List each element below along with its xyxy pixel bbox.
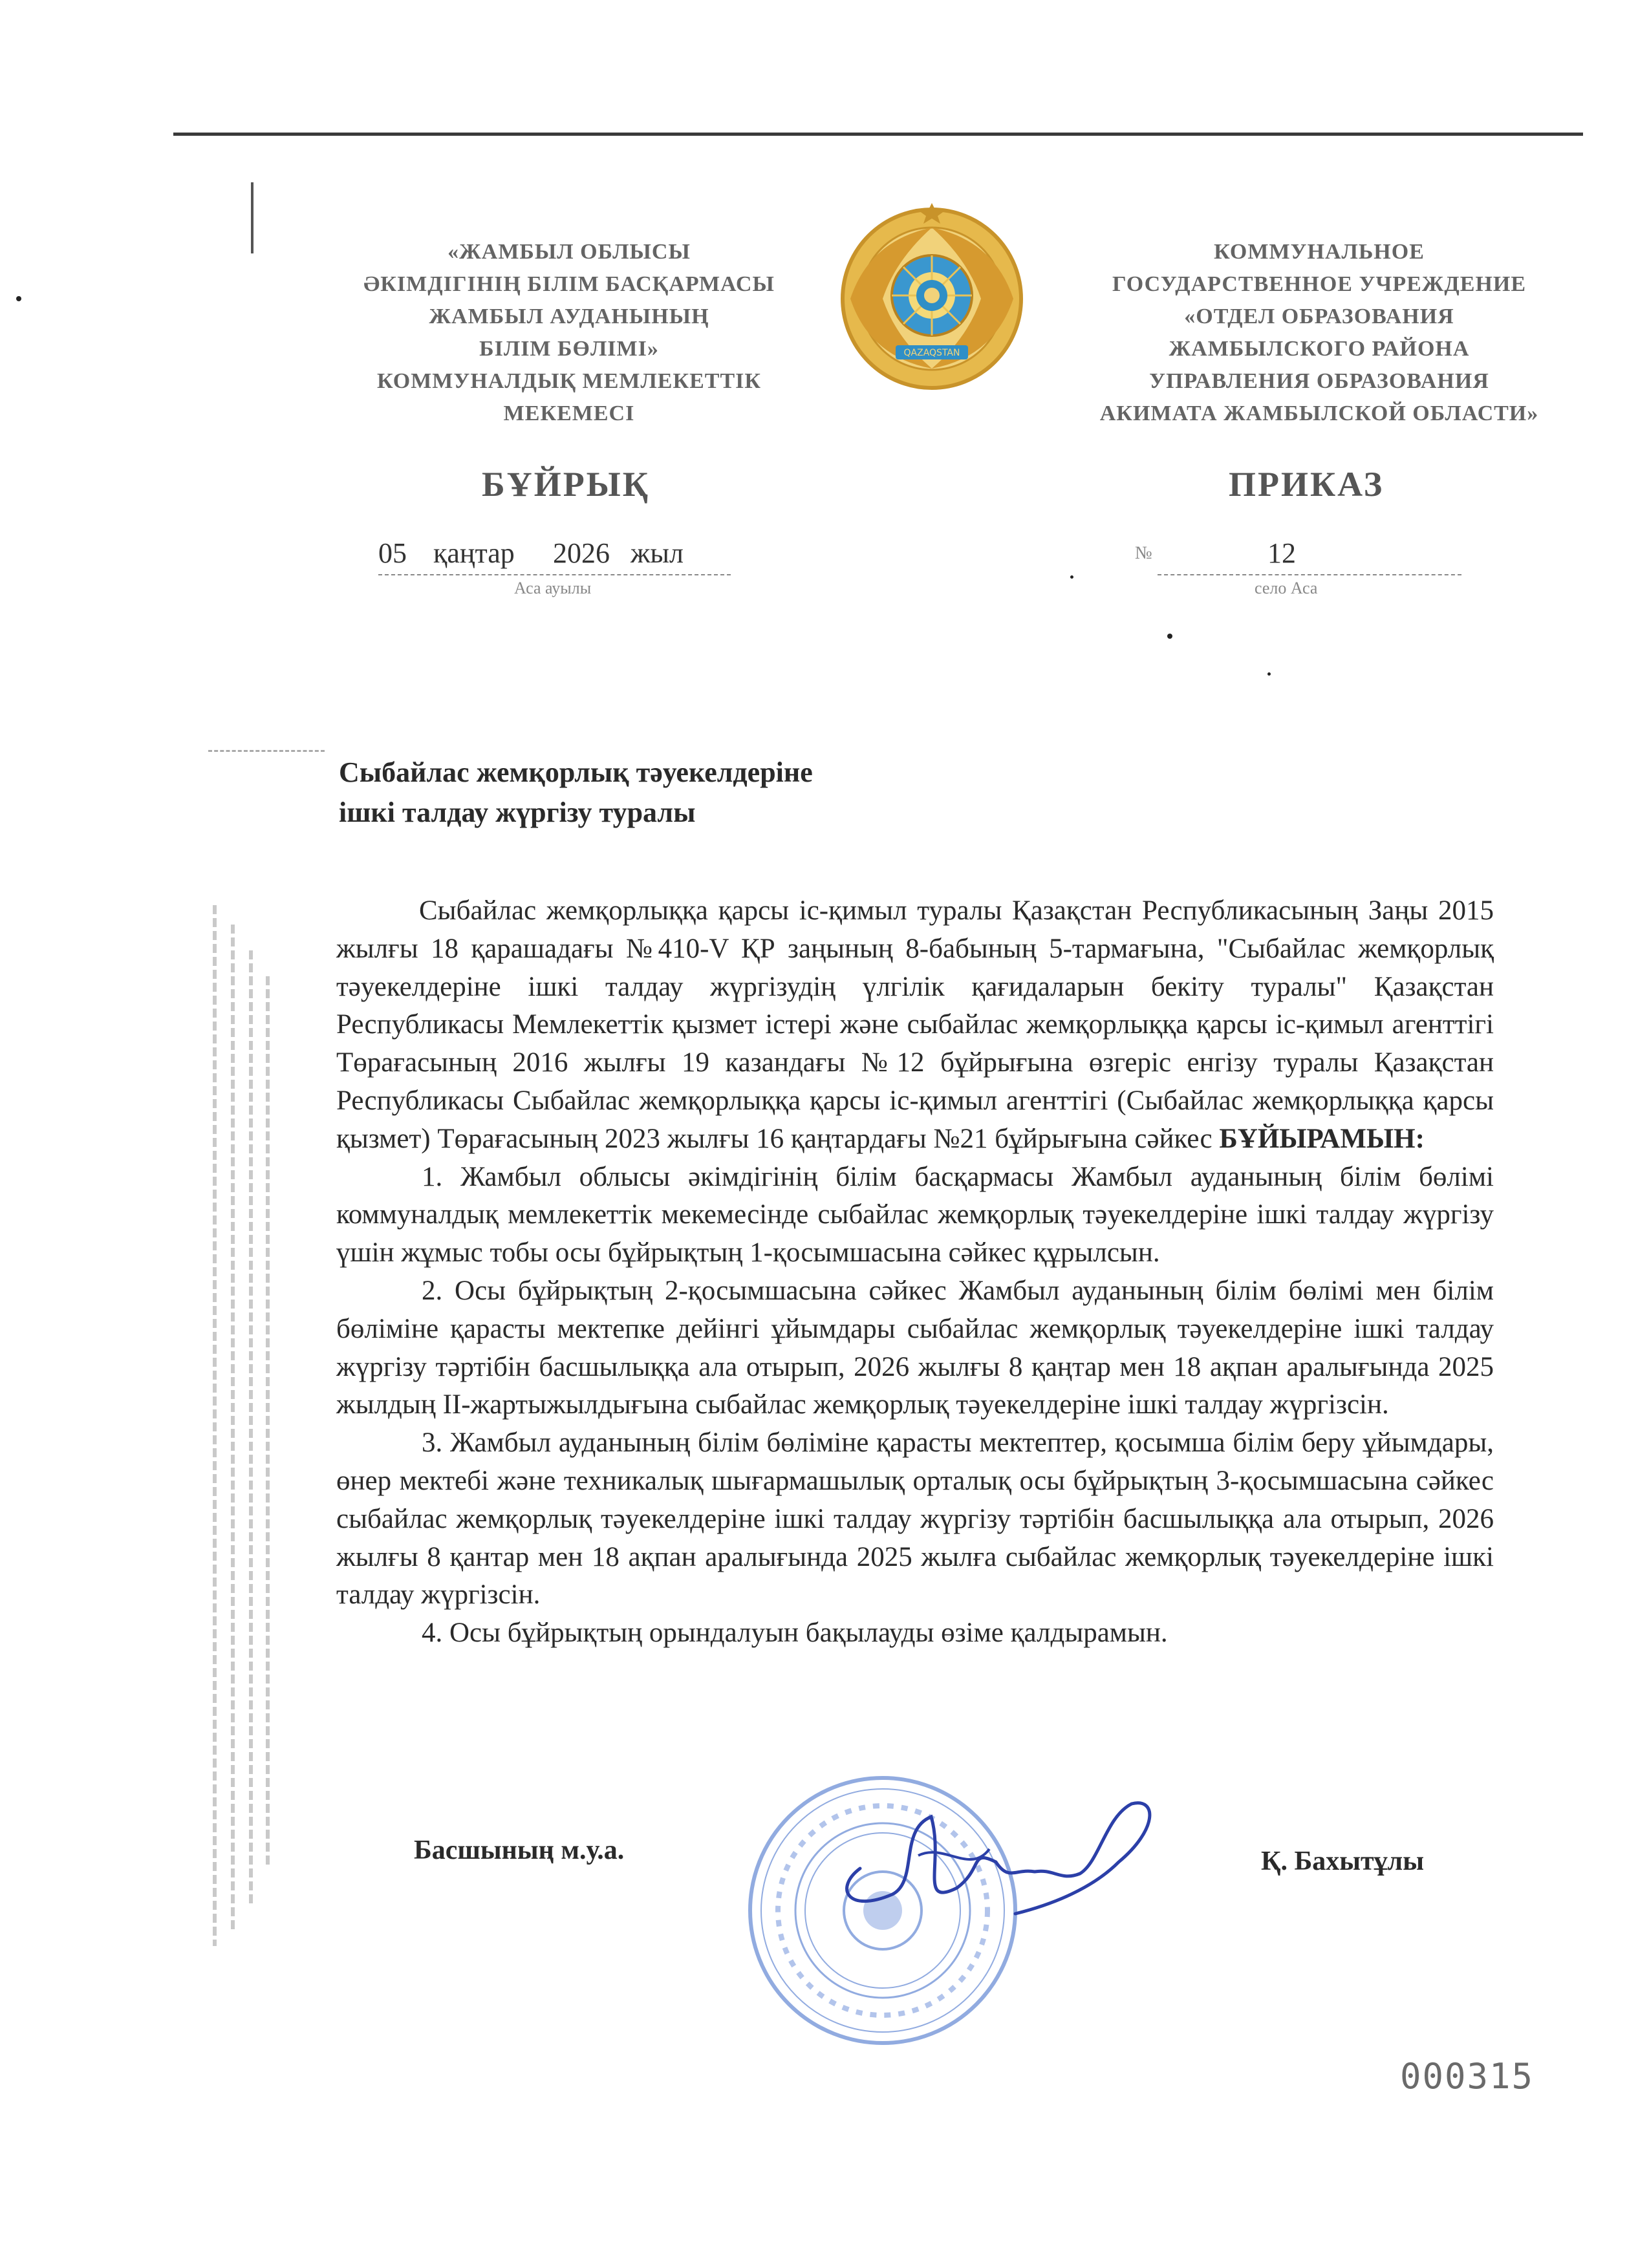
order-subject	[339, 753, 813, 833]
document-title-russian: ПРИКАЗ	[1229, 465, 1385, 504]
header-right-organization	[1061, 236, 1578, 430]
scan-dot	[1070, 575, 1073, 579]
preamble-paragraph	[336, 892, 1494, 1159]
top-rule	[173, 133, 1583, 136]
date-month: қаңтар	[433, 537, 515, 569]
document-serial-number: 000315	[1400, 2056, 1535, 2097]
header-right-line: «ОТДЕЛ ОБРАЗОВАНИЯ	[1184, 305, 1454, 328]
date-year: 2026	[553, 537, 610, 569]
order-number-field	[1158, 529, 1461, 575]
header-right-line: АКИМАТА ЖАМБЫЛСКОЙ ОБЛАСТИ»	[1099, 401, 1539, 425]
margin-mark	[251, 182, 253, 253]
header-right-line: ЖАМБЫЛСКОГО РАЙОНА	[1169, 337, 1470, 361]
state-emblem-icon	[831, 202, 1033, 396]
date-place-caption: Аса ауылы	[514, 579, 592, 597]
number-sign: №	[1135, 543, 1152, 563]
number-place-caption: село Аса	[1255, 579, 1318, 597]
scan-dot	[16, 296, 21, 301]
command-word: БҰЙЫРАМЫН:	[1219, 1123, 1425, 1154]
header-left-line: БІЛІМ БӨЛІМІ»	[479, 337, 659, 361]
margin-dashes	[208, 750, 325, 771]
order-body	[336, 892, 1494, 1653]
order-item: 4. Осы бұйрықтың орындалуын бақылауды өзіме қалдырамын.	[422, 1618, 1168, 1649]
order-number: 12	[1267, 537, 1296, 569]
header-right-line: ГОСУДАРСТВЕННОЕ УЧРЕЖДЕНИЕ	[1112, 272, 1527, 296]
header-left-line: ӘКІМДІГІНІҢ БІЛІМ БАСҚАРМАСЫ	[363, 272, 775, 296]
order-date-field	[378, 529, 731, 575]
header-left-line: МЕКЕМЕСІ	[503, 401, 635, 425]
subject-line: Сыбайлас жемқорлық тәуекелдеріне	[339, 756, 813, 788]
signatory-name: Қ. Бахытұлы	[1261, 1846, 1424, 1876]
order-item: 2. Осы бұйрықтың 2-қосымшасына сәйкес Жамбыл ауданының білім бөлімі мен білім бөліміне қарасты мектепке дейінгі ұйымдары сыбайлас жемқорлық тәуекелдеріне ішкі талдау жүргізу тәртібін басшылыққа ала отырып, 2026 жылғы 8 қаңтар мен 18 ақпан аралығында 2025 жылдың ІІ-жартыжылдығына сыбайлас жемқорлық тәуекелдеріне ішкі талдау жүргізсін.	[336, 1275, 1494, 1420]
order-item: 3. Жамбыл ауданының білім бөліміне қарасты мектептер, қосымша білім беру ұйымдары, өнер мектебі және техникалық шығармашылық орталық осы бұйрықтың 3-қосымшасына сәйкес сыбайлас жемқорлық тәуекелдеріне ішкі талдау жүргізу тәртібін басшылыққа ала отырып, 2026 жылғы 8 қантар мен 18 ақпан аралығында 2025 жылға сыбайлас жемқорлық тәуекелдеріне ішкі талдау жүргізсін.	[336, 1428, 1494, 1610]
header-right-line: КОММУНАЛЬНОЕ	[1214, 240, 1425, 264]
header-left-line: «ЖАМБЫЛ ОБЛЫСЫ	[447, 240, 691, 264]
header-right-line: УПРАВЛЕНИЯ ОБРАЗОВАНИЯ	[1149, 369, 1489, 393]
header-left-line: КОММУНАЛДЫҚ МЕМЛЕКЕТТІК	[376, 369, 762, 393]
header-left-line: ЖАМБЫЛ АУДАНЫНЫҢ	[429, 305, 709, 328]
emblem-label: QAZAQSTAN	[903, 348, 960, 358]
subject-line: ішкі талдау жүргізу туралы	[339, 797, 696, 828]
scan-dot	[1167, 634, 1172, 639]
header-left-organization	[323, 236, 815, 430]
handwritten-signature	[821, 1791, 1170, 1933]
margin-registration-note	[207, 899, 278, 1952]
scan-dot	[1267, 672, 1271, 676]
document-title-kazakh: БҰЙРЫҚ	[482, 465, 650, 504]
date-day: 05	[378, 537, 407, 569]
order-item: 1. Жамбыл облысы әкімдігінің білім басқармасы Жамбыл ауданының білім бөлімі коммуналдық мемлекеттік мекемесінде сыбайлас жемқорлық тәуекелдеріне ішкі талдау жүргізу үшін жұмыс тобы осы бұйрықтың 1-қосымшасына сәйкес құрылсын.	[336, 1161, 1494, 1268]
date-year-word: жыл	[630, 537, 684, 569]
preamble-text: Сыбайлас жемқорлыққа қарсы іс-қимыл туралы Қазақстан Республикасының Заңы 2015 жылғы 18 қарашадағы №410-V ҚР заңының 8-бабының 5-тармағына, "Сыбайлас жемқорлық тәуекелдеріне ішкі талдау жүргізудің үлгілік қағидаларын бекіту туралы" Қазақстан Республикасы Мемлекеттік қызмет істері және сыбайлас жемқорлыққа қарсы іс-қимыл агенттігі Төрағасының 2016 жылғы 19 казандағы №12 бұйрығына өзгеріс енгізу туралы Қазақстан Республикасы Сыбайлас жемқорлыққа қарсы іс-қимыл агенттігі (Сыбайлас жемқорлыққа қарсы қызмет) Төрағасының 2023 жылғы 16 қаңтардағы №21 бұйрығына сәйкес	[336, 895, 1494, 1154]
signatory-position: Басшының м.у.а.	[414, 1835, 625, 1865]
